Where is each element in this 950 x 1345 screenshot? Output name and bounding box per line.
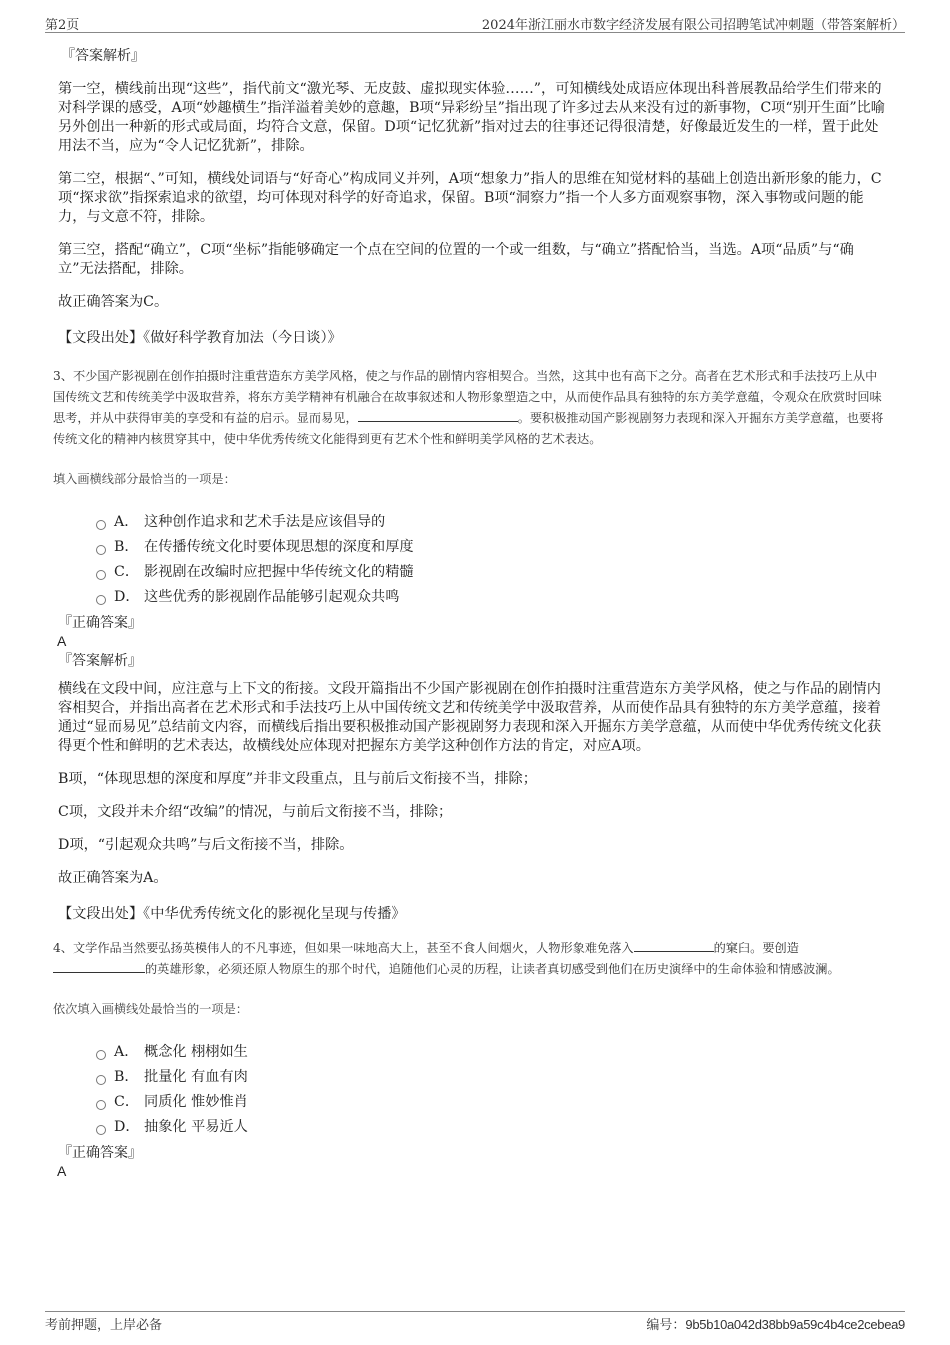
option-b[interactable]: B． 在传播传统文化时要体现思想的深度和厚度	[96, 535, 886, 560]
radio-icon[interactable]	[96, 1050, 106, 1060]
question-4-stem: 4、文学作品当然要弘扬英模伟人的不凡事迹，但如果一味地高大上，甚至不食人间烟火，人物形象难免落入 的窠臼。要创造的英雄形象，必须还原人物原生的那个时代，追随他们心灵的历程，让读者真切感受到他们在历史演绎中的生命体验和情感波澜。	[53, 941, 840, 976]
option-d[interactable]: D． 抽象化 平易近人	[96, 1115, 886, 1140]
analysis-paragraph: 第一空，横线前出现“这些”，指代前文“激光琴、无皮鼓、虚拟现实体验……”，可知横线处成语应体现出科普展教品给学生们带来的对科学课的感受，A项“妙趣横生”指洋溢着美妙的意趣，B项“异彩纷呈”指出现了许多过去从来没有过的新事物，C项“别开生面”比喻另外创出一种新的形式或局面，均符合文意，保留。D项“记忆犹新”指对过去的往事还记得很清楚，好像最近发生的一样，置于此处用法不当，应为“令人记忆犹新”，排除。	[58, 81, 885, 154]
correct-answer: A	[57, 633, 67, 649]
analysis-label: 『答案解析』	[58, 653, 142, 669]
document-title: 2024年浙江丽水市数字经济发展有限公司招聘笔试冲刺题（带答案解析）	[481, 18, 905, 33]
radio-icon[interactable]	[96, 595, 106, 605]
document-body	[53, 44, 886, 1180]
question-3-text-after: 。要积极推动国产影视剧努力表现和深入开掘东方美学意蕴，也要将传统文化的精神内核贯穿其中，使中华优秀传统文化能得到更有艺术个性和鲜明美学风格的艺术表达。	[53, 411, 884, 446]
question-3-options	[96, 510, 886, 610]
option-c[interactable]: C． 同质化 惟妙惟肖	[96, 1090, 886, 1115]
question-3-stem	[53, 366, 886, 450]
radio-icon[interactable]	[96, 570, 106, 580]
radio-icon[interactable]	[96, 520, 106, 530]
option-a[interactable]: A． 概念化 栩栩如生	[96, 1040, 886, 1065]
document-code: 编号：9b5b10a042d38bb9a59c4b4ce2cebea9	[646, 1317, 905, 1333]
footer-slogan: 考前押题，上岸必备	[45, 1318, 163, 1333]
question-4-prompt: 依次填入画横线处最恰当的一项是：	[53, 1002, 248, 1016]
radio-icon[interactable]	[96, 1100, 106, 1110]
correct-answer-label: 『正确答案』	[58, 1145, 142, 1161]
source-citation: 【文段出处】《中华优秀传统文化的影视化呈现与传播》	[58, 906, 406, 922]
option-d[interactable]: D． 这些优秀的影视剧作品能够引起观众共鸣	[96, 585, 886, 610]
analysis-paragraph: D项，“引起观众共鸣”与后文衔接不当，排除。	[58, 837, 354, 853]
question-4-options	[96, 1040, 886, 1140]
correct-answer: A	[57, 1163, 67, 1179]
analysis-label: 『答案解析』	[61, 48, 145, 64]
analysis-paragraph: 第三空，搭配“确立”，C项“坐标”指能够确定一个点在空间的位置的一个或一组数，与“确立”搭配恰当，当选。A项“品质”与“确立”无法搭配，排除。	[58, 242, 854, 277]
page-footer	[45, 1311, 905, 1334]
analysis-paragraph: 横线在文段中间，应注意与上下文的衔接。文段开篇指出不少国产影视剧在创作拍摄时注重营造东方美学风格，使之与作品的剧情内容相契合，并指出高者在艺术形式和手法技巧上从中国传统文艺和传统美学中汲取营养，从而使作品具有独特的东方美学意蕴，接着通过“显而易见”总结前文内容，而横线后指出要积极推动国产影视剧努力表现和深入开掘东方美学意蕴，从而使中华优秀传统文化获得更个性和鲜明的艺术表达，故横线处应体现对把握东方美学这种创作方法的肯定，对应A项。	[58, 681, 882, 754]
option-c[interactable]: C． 影视剧在改编时应把握中华传统文化的精髓	[96, 560, 886, 585]
analysis-paragraph: C项，文段并未介绍“改编”的情况，与前后文衔接不当，排除；	[58, 804, 453, 820]
analysis-paragraph: 故正确答案为C。	[58, 294, 169, 310]
question-3-prompt: 填入画横线部分最恰当的一项是：	[53, 472, 236, 486]
source-citation: 【文段出处】《做好科学教育加法（今日谈）》	[58, 330, 342, 346]
option-b[interactable]: B． 批量化 有血有肉	[96, 1065, 886, 1090]
page-header	[45, 14, 905, 33]
analysis-paragraph: B项，“体现思想的深度和厚度”并非文段重点，且与前后文衔接不当，排除；	[58, 771, 537, 787]
fill-blank	[634, 939, 714, 952]
question-3-text-before: 3、不少国产影视剧在创作拍摄时注重营造东方美学风格，使之与作品的剧情内容相契合。当然，这其中也有高下之分。高者在艺术形式和手法技巧上从中国传统文艺和传统美学中汲取营养，将东方美学精神有机融合在故事叙述和人物形象塑造之中，从而使作品具有独特的东方美学意蕴，令观众在欣赏时回味思考，并从中获得审美的享受和有益的启示。显而易见，	[53, 369, 882, 425]
correct-answer-label: 『正确答案』	[58, 615, 142, 631]
option-a[interactable]: A． 这种创作追求和艺术手法是应该倡导的	[96, 510, 886, 535]
fill-blank	[358, 409, 518, 422]
page-number: 第2页	[45, 18, 80, 33]
radio-icon[interactable]	[96, 1125, 106, 1135]
fill-blank	[53, 960, 145, 973]
radio-icon[interactable]	[96, 545, 106, 555]
radio-icon[interactable]	[96, 1075, 106, 1085]
analysis-paragraph: 第二空，根据“、”可知，横线处词语与“好奇心”构成同义并列，A项“想象力”指人的思维在知觉材料的基础上创造出新形象的能力，C项“探求欲”指探索追求的欲望，均可体现对科学的好奇追求，保留。B项“洞察力”指一个人多方面观察事物，深入事物或问题的能力，与文意不符，排除。	[58, 171, 882, 225]
analysis-paragraph: 故正确答案为A。	[58, 870, 168, 886]
